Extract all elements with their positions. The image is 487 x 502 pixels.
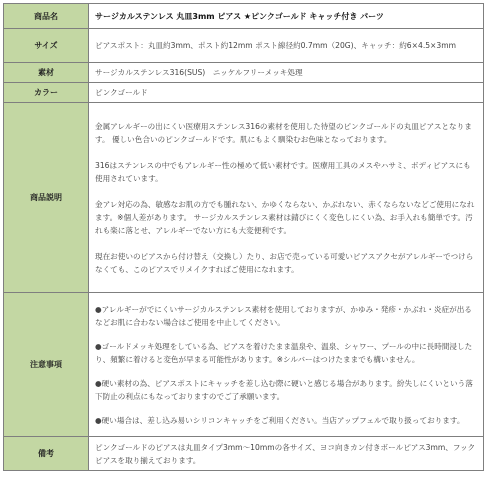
product-spec-table xyxy=(3,3,484,471)
remarks-label: 備考 xyxy=(4,437,89,471)
product-name-label: 商品名 xyxy=(4,4,89,29)
notes-item: ●硬い素材の為、ピアスポストにキャッチを差し込む際に硬いと感じる場合があります。紛失しにくいという落下防止の利点にもなっておりますのでご了承願います。 xyxy=(95,378,473,401)
notes-item: ●ゴールドメッキ処理をしている為、ピアスを着けたまま温泉や、温泉、シャワー、プールの中に長時間浸したり、頻繁に着けると変色が早まる可能性があります。※シルバーはつけたままでも構いません。 xyxy=(95,341,473,364)
row-remarks xyxy=(4,437,484,471)
color-value: ピンクゴールド xyxy=(89,83,484,103)
size-value: ピアスポスト：丸皿約3mm、ポスト約12mm ポスト線径約0.7mm（20G)、キャッチ：約6×4.5×3mm xyxy=(89,29,484,63)
row-product-name xyxy=(4,4,484,29)
product-name-value: サージカルステンレス 丸皿3mm ピアス ★ピンクゴールド キャッチ付き パーツ xyxy=(89,4,484,29)
description-paragraph: 金アレ対応の為、敏感なお肌の方でも腫れない、かゆくならない、かぶれない、赤くならないなどご使用になれます。※個人差があります。 サージカルステンレス素材は錆びにくく変色しにくい為、お手入れも簡単です。汚れも楽に落とせ、アレルギーでない方にも大変便利です。 xyxy=(95,199,475,235)
row-size xyxy=(4,29,484,63)
row-material xyxy=(4,63,484,83)
notes-label: 注意事項 xyxy=(4,293,89,437)
description-paragraph: 金属アレルギーの出にくい医療用ステンレス316の素材を使用した待望のピンクゴールドの丸皿ピアスとなります。 優しい色合いのピンクゴールドです。肌にもよく馴染むお色味となっております。 xyxy=(95,121,472,144)
description-paragraph: 316はステンレスの中でもアレルギー性の極めて低い素材です。医療用工具のメスやハサミ、ボディピアスにも使用されています。 xyxy=(95,160,471,183)
color-label: カラー xyxy=(4,83,89,103)
notes-value xyxy=(89,293,484,437)
notes-item: ●硬い場合は、差し込み易いシリコンキャッチをご利用ください。当店アップフェルで取り扱っております。 xyxy=(95,415,465,425)
size-label: サイズ xyxy=(4,29,89,63)
description-paragraph: 現在お使いのピアスから付け替え（交換し）たり、お店で売っている可愛いピアスアクセがアレルギーでつけらなくても、このピアスでリメイクすればご使用になれます。 xyxy=(95,251,474,274)
description-label: 商品説明 xyxy=(4,103,89,293)
row-notes xyxy=(4,293,484,437)
material-label: 素材 xyxy=(4,63,89,83)
description-value xyxy=(89,103,484,293)
material-value: サージカルステンレス316(SUS) ニッケルフリーメッキ処理 xyxy=(89,63,484,83)
row-description xyxy=(4,103,484,293)
remarks-value: ピンクゴールドのピアスは丸皿タイプ3mm〜10mmの各サイズ、ヨコ向きカン付きボールピアス3mm、フックピアスを取り揃えております。 xyxy=(89,437,484,471)
notes-item: ●アレルギーがでにくいサージカルステンレス素材を使用しておりますが、かゆみ・発疹・かぶれ・炎症が出るなどお肌に合わない場合はご使用を中止してください。 xyxy=(95,304,472,327)
row-color xyxy=(4,83,484,103)
